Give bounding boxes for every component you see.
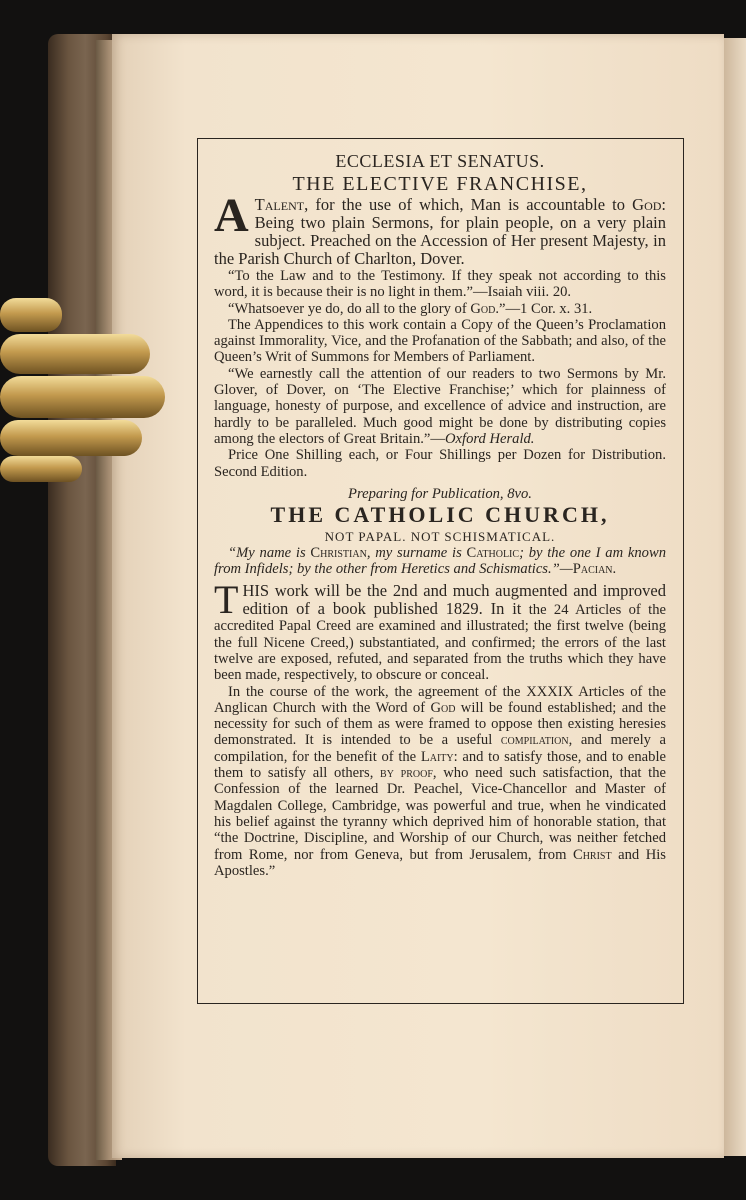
subheading-not-papal: NOT PAPAL. NOT SCHISMATICAL. <box>324 529 556 545</box>
motto-quote: “My name is Christian, my surname is Catholic; by the one I am known from Infidels; by the other from Heretics and Schismatics.”—Pacian. <box>214 545 666 578</box>
heading-elective-franchise: THE ELECTIVE FRANCHISE, <box>292 173 588 195</box>
appendices-paragraph: The Appendices to this work contain a Copy of the Queen’s Proclamation against Immorality, Vice, and the Profanation of the Sabbath; and also, of the Queen’s Writ of Summons for Members of Parliament. <box>214 316 666 366</box>
quote-corinthians: “Whatsoever ye do, do all to the glory of God.”—1 Cor. x. 31. <box>228 300 593 317</box>
dropcap-t: T <box>214 576 239 622</box>
advertisement-text <box>214 150 666 879</box>
brass-hand-page-holder-icon <box>0 290 175 490</box>
preparing-line: Preparing for Publication, 8vo. <box>348 485 532 502</box>
dropcap-a: A <box>214 189 249 242</box>
heading-ecclesia: ECCLESIA ET SENATUS. <box>335 151 545 171</box>
quote-isaiah: “To the Law and to the Testimony. If they speak not according to this word, it is because their is no light in them.”—Isaiah viii. 20. <box>214 268 666 301</box>
catholic-body-2: In the course of the work, the agreement of the XXXIX Articles of the Anglican Church with the Word of God will be found established; and the necessity for such of them as were framed to oppose then existing heresies demonstrated. It is intended to be a useful compilation, and merely a compilation, for the benefit of the Laity: and to satisfy those, and to enable them to satisfy all others, by proof, who need such satisfaction, that the Confession of the learned Dr. Peachel, Vice-Chancellor and Master of Magdalen College, Cambridge, was powerful and true, when he vindicated his belief against the tyranny which deprived him of honorable station, that “the Doctrine, Discipline, and Worship of our Church, was neither fetched from Rome, nor from Geneva, but from Jerusalem, from Christ and His Apostles.” <box>214 683 667 879</box>
catholic-body-1: THIS work will be the 2nd and much augmented and improved edition of a book published 1829. In it the 24 Articles of the accredited Papal Creed are examined and illustrated; the first twelve (being the full Nicene Creed,) substantiated, and confirmed; the errors of the last twelve are exposed, refuted, and separated from the truths which they have been made, respectively, to obscure or conceal. <box>214 576 666 684</box>
heading-catholic-church: THE CATHOLIC CHURCH, <box>270 502 610 528</box>
price-line: Price One Shilling each, or Four Shillings per Dozen for Distribution. Second Edition. <box>214 447 666 480</box>
review-quote: “We earnestly call the attention of our readers to two Sermons by Mr. Glover, of Dover, on ‘The Elective Franchise;’ which for plainness of language, honesty of purpose, and excellence of advice and instruction, are hardly to be paralleled. Much good might be done by distributing copies among the electors of Great Britain.”—Oxford Herald. <box>214 365 666 447</box>
franchise-intro: A Talent, for the use of which, Man is accountable to God: Being two plain Sermons, for plain people, on a very plain subject. Preached on the Accession of Her present Majesty, in the Parish Church of Charlton, Dover. <box>214 189 666 268</box>
facing-page-edge <box>724 38 746 1156</box>
